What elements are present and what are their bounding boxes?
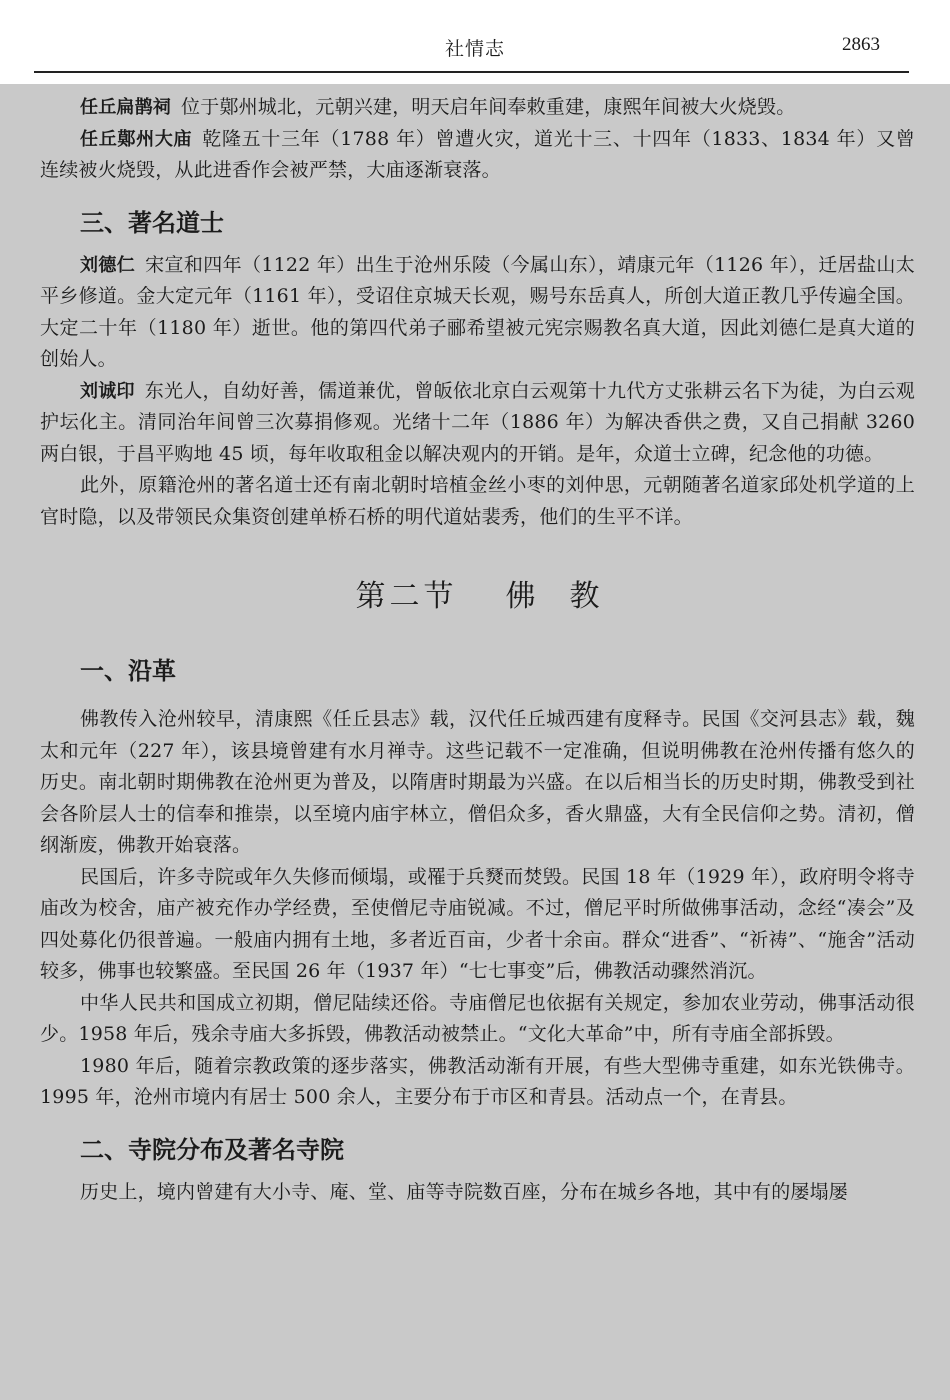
history-paragraph: 民国后，许多寺院或年久失修而倾塌，或罹于兵燹而焚毁。民国 18 年（1929 年），政府明令将寺庙改为校舍，庙产被充作办学经费，至使僧尼寺庙锐减。不过，僧尼平时所做佛事活动，念经“凑会”及四处募化仍很普遍。一般庙内拥有土地，多者近百亩，少者十余亩。群众“进香”、“祈祷”、“施舍”活动较多，佛事也较繁盛。至民国 26 年（1937 年）“七七事变”后，佛教活动骤然消沉。: [40, 865, 915, 982]
page-body: [40, 92, 915, 1208]
section-heading-temples: 二、寺院分布及著名寺院: [80, 1135, 344, 1164]
chapter-title: [40, 571, 915, 615]
section-heading-history: 一、沿革: [80, 657, 176, 685]
entry-mozhou-temple: [40, 124, 915, 187]
entry-lead: 刘诚印: [80, 380, 135, 402]
chapter-number: 第二节: [355, 579, 458, 614]
history-paragraph: 中华人民共和国成立初期，僧尼陆续还俗。寺庙僧尼也依据有关规定，参加农业劳动，佛事活动很少。1958 年后，残余寺庙大多拆毁，佛教活动被禁止。“文化大革命”中，所有寺庙全部拆毁。: [40, 991, 915, 1045]
paragraph-other-taoists: 此外，原籍沧州的著名道士还有南北朝时培植金丝小枣的刘仲思，元朝随著名道家邱处机学道的上官时隐，以及带领民众集资创建单桥石桥的明代道姑裴秀，他们的生平不详。: [40, 474, 915, 528]
history-paragraph: 1980 年后，随着宗教政策的逐步落实，佛教活动渐有开展，有些大型佛寺重建，如东光铁佛寺。1995 年，沧州市境内有居士 500 余人，主要分布于市区和青县。活动点一个，在青县。: [40, 1054, 915, 1108]
entry-text: 宋宣和四年（1122 年）出生于沧州乐陵（今属山东），靖康元年（1126 年），迁居盐山太平乡修道。金大定元年（1161 年），受诏住京城天长观，赐号东岳真人，所创大道正教几乎传遍全国。大定二十年（1180 年）逝世。他的第四代弟子郦希望被元宪宗赐教名真大道，因此刘德仁是真大道的创始人。: [40, 253, 915, 370]
running-title: 社情志: [444, 38, 505, 60]
entry-liu-chengyin: [40, 376, 915, 471]
chapter-subject: 佛教: [505, 579, 634, 614]
entry-lead: 任丘鄚州大庙: [80, 128, 193, 150]
entry-text: 东光人，自幼好善，儒道兼优，曾皈依北京白云观第十九代方丈张耕云名下为徒，为白云观护坛化主。清同治年间曾三次募捐修观。光绪十二年（1886 年）为解决香供之费，又自己捐献 3260 两白银，于昌平购地 45 顷，每年收取租金以解决观内的开销。是年，众道士立碑，纪念他的功德。: [40, 379, 915, 465]
entry-bianque-temple: [40, 92, 915, 124]
section-heading-famous-taoists: 三、著名道士: [80, 208, 224, 237]
entry-lead: 刘德仁: [80, 254, 136, 276]
entry-liu-deren: [40, 250, 915, 376]
temples-paragraph: 历史上，境内曾建有大小寺、庵、堂、庙等寺院数百座，分布在城乡各地，其中有的屡塌屡: [80, 1180, 849, 1203]
page-number: 2863: [842, 34, 880, 55]
entry-text: 位于鄚州城北，元朝兴建，明天启年间奉敕重建，康熙年间被大火烧毁。: [181, 96, 796, 118]
header-rule: [34, 71, 909, 73]
history-paragraph: 佛教传入沧州较早，清康熙《任丘县志》载，汉代任丘城西建有度释寺。民国《交河县志》载，魏太和元年（227 年），该县境曾建有水月禅寺。这些记载不一定准确，但说明佛教在沧州传播有悠久的历史。南北朝时期佛教在沧州更为普及，以隋唐时期最为兴盛。在以后相当长的历史时期，佛教受到社会各阶层人士的信奉和推崇，以至境内庙宇林立，僧侣众多，香火鼎盛，大有全民信仰之势。清初，僧纲渐废，佛教开始衰落。: [40, 708, 915, 856]
entry-lead: 任丘扁鹊祠: [80, 97, 171, 118]
entry-text: 乾隆五十三年（1788 年）曾遭火灾，道光十三、十四年（1833、1834 年）又曾连续被火烧毁，从此进香作会被严禁，大庙逐渐衰落。: [40, 127, 915, 181]
